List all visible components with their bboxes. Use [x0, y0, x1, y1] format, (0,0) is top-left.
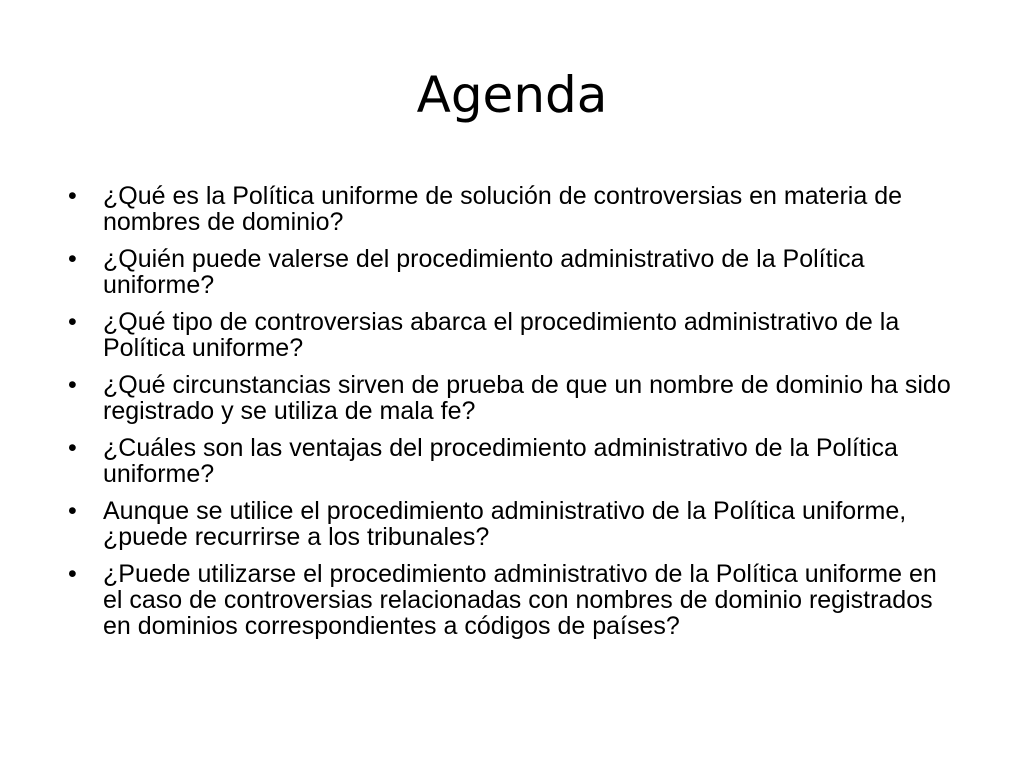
list-item-text: ¿Qué es la Política uniforme de solución de controversias en materia de nombres de dominio? — [103, 182, 903, 236]
bullet-icon: • — [68, 560, 77, 588]
list-item-text: ¿Qué circunstancias sirven de prueba de que un nombre de dominio ha sido registrado y se utiliza de mala fe? — [103, 371, 951, 425]
list-item-text: ¿Qué tipo de controversias abarca el procedimiento administrativo de la Política uniforme? — [103, 308, 900, 362]
list-item — [66, 309, 956, 361]
bullet-icon: • — [68, 371, 77, 399]
list-item-text: ¿Cuáles son las ventajas del procedimiento administrativo de la Política uniforme? — [103, 434, 898, 488]
list-item-text: ¿Puede utilizarse el procedimiento administrativo de la Política uniforme en el caso de controversias relacionadas con nombres de dominio registrados en dominios correspondientes a códigos de países? — [103, 560, 937, 640]
bullet-icon: • — [68, 497, 77, 525]
bullet-icon: • — [68, 308, 77, 336]
list-item — [66, 246, 956, 298]
bullet-icon: • — [68, 245, 77, 273]
bullet-icon: • — [68, 182, 77, 210]
list-item — [66, 372, 956, 424]
list-item — [66, 183, 956, 235]
slide-title: Agenda — [416, 66, 608, 124]
list-item-text: Aunque se utilice el procedimiento administrativo de la Política uniforme, ¿puede recurrirse a los tribunales? — [103, 497, 907, 551]
list-item — [66, 435, 956, 487]
agenda-list — [66, 183, 956, 650]
list-item — [66, 498, 956, 550]
list-item-text: ¿Quién puede valerse del procedimiento administrativo de la Política uniforme? — [103, 245, 865, 299]
bullet-icon: • — [68, 434, 77, 462]
list-item — [66, 561, 956, 639]
